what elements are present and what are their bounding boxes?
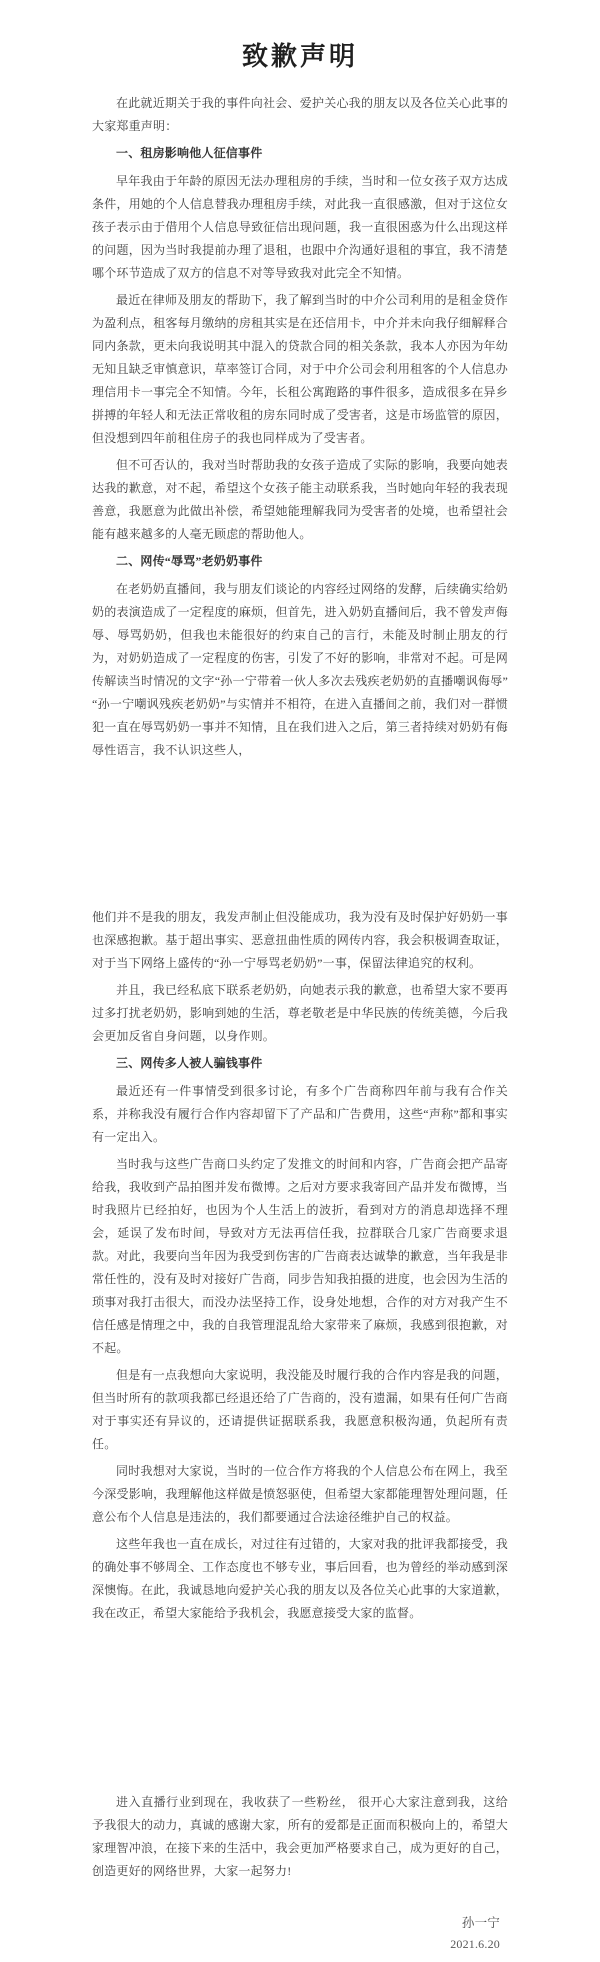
document-title: 致歉声明	[241, 42, 358, 71]
document-body	[92, 92, 508, 1954]
section-1-paragraph-2: 最近在律师及朋友的帮助下，我了解到当时的中介公司利用的是租金贷作为盈利点，租客每月缴纳的房租其实是在还信用卡，中介并未向我仔细解释合同内条款，更未向我说明其中混入的贷款合同的相关条款，我本人亦因为年幼无知且缺乏审慎意识，草率签订合同，对于中介公司会利用租客的个人信息办理信用卡一事完全不知情。今年，长租公寓跑路的事件很多，造成很多在异乡拼搏的年轻人和无法正常收租的房东同时成了受害者，这是市场监管的原因，但没想到四年前租住房子的我也同样成为了受害者。	[92, 293, 508, 445]
signature-name: 孙一宁	[461, 1916, 500, 1930]
signature-date: 2021.6.20	[450, 1937, 500, 1951]
section-1-paragraph-3: 但不可否认的，我对当时帮助我的女孩子造成了实际的影响，我要向她表达我的歉意，对不起，希望这个女孩子能主动联系我，当时她向年轻的我表现善意，我愿意为此做出补偿，希望她能理解我同为受害者的处境，也希望社会能有越来越多的人毫无顾虑的帮助他人。	[92, 458, 508, 541]
section-2-paragraph-1-continued: 他们并不是我的朋友，我发声制止但没能成功，我为没有及时保护好奶奶一事也深感抱歉。基于超出事实、恶意扭曲性质的网传内容，我会积极调查取证，对于当下网络上盛传的“孙一宁辱骂老奶奶”一事，保留法律追究的权利。	[92, 910, 508, 970]
section-3-heading: 三、网传多人被人骗钱事件	[116, 1056, 263, 1070]
signature-block	[92, 1913, 508, 1954]
section-2-heading: 二、网传“辱骂”老奶奶事件	[116, 554, 263, 568]
closing-paragraph: 进入直播行业到现在，我收获了一些粉丝， 很开心大家注意到我，这给予我很大的动力，真诚的感谢大家，所有的爱都是正面而积极向上的，希望大家理智冲浪，在接下来的生活中，我会更加严格要求自己，成为更好的自己，创造更好的网络世界，大家一起努力!	[92, 1795, 508, 1878]
section-3-paragraph-4: 同时我想对大家说，当时的一位合作方将我的个人信息公布在网上，我至今深受影响，我理解他这样做是愤怒驱使，但希望大家都能理智处理问题，任意公布个人信息是违法的，我们都要通过合法途径维护自己的权益。	[92, 1464, 508, 1524]
section-3-paragraph-5: 这些年我也一直在成长，对过往有过错的，大家对我的批评我都接受，我的确处事不够周全、工作态度也不够专业，事后回看，也为曾经的举动感到深深懊悔。在此，我诚恳地向爱护关心我的朋友以及各位关心此事的大家道歉，我在改正，希望大家能给予我机会，我愿意接受大家的监督。	[92, 1537, 508, 1620]
page-break-spacer-2	[92, 1629, 508, 1791]
section-1-heading: 一、租房影响他人征信事件	[116, 146, 263, 160]
section-2-paragraph-1: 在老奶奶直播间，我与朋友们谈论的内容经过网络的发酵，后续确实给奶奶的表演造成了一定程度的麻烦，但首先，进入奶奶直播间后，我不曾发声侮辱、辱骂奶奶，但我也未能很好的约束自己的言行，未能及时制止朋友的行为，对奶奶造成了一定程度的伤害，引发了不好的影响，非常对不起。可是网传解读当时情况的文字“孙一宁带着一伙人多次去残疾老奶奶的直播嘲讽侮辱”“孙一宁嘲讽残疾老奶奶”与实情并不相符，在进入直播间之前，我们对一群惯犯一直在辱骂奶奶一事并不知情，且在我们进入之后，第三者持续对奶奶有侮辱性语言，我不认识这些人，	[92, 582, 508, 757]
page-break-spacer-1	[92, 766, 508, 906]
section-3-paragraph-3: 但是有一点我想向大家说明，我没能及时履行我的合作内容是我的问题，但当时所有的款项我都已经退还给了广告商的，没有遗漏，如果有任何广告商对于事实还有异议的，还请提供证据联系我，我愿意积极沟通，负起所有责任。	[92, 1368, 508, 1451]
section-2-paragraph-2: 并且，我已经私底下联系老奶奶，向她表示我的歉意，也希望大家不要再过多打扰老奶奶，影响到她的生活，尊老敬老是中华民族的传统美德，今后我会更加反省自身问题，以身作则。	[92, 983, 508, 1043]
section-3-paragraph-2: 当时我与这些广告商口头约定了发推文的时间和内容，广告商会把产品寄给我，我收到产品拍图并发布微博。之后对方要求我寄回产品并发布微博，当时我照片已经拍好，也因为个人生活上的波折，看到对方的消息却选择不理会，延误了发布时间，导致对方无法再信任我，拉群联合几家广告商要求退款。对此，我要向当年因为我受到伤害的广告商表达诚挚的歉意，当年我是非常任性的，没有及时对接好广告商，同步告知我拍摄的进度，也会因为生活的琐事对我打击很大，而没办法坚持工作，设身处地想，合作的对方对我产生不信任感是情理之中，我的自我管理混乱给大家带来了麻烦，我感到很抱歉，对不起。	[92, 1157, 508, 1355]
intro-paragraph: 在此就近期关于我的事件向社会、爱护关心我的朋友以及各位关心此事的大家郑重声明：	[92, 96, 508, 133]
apology-statement-page	[0, 42, 600, 1962]
section-3-paragraph-1: 最近还有一件事情受到很多讨论，有多个广告商称四年前与我有合作关系，并称我没有履行合作内容却留下了产品和广告费用，这些“声称”都和事实有一定出入。	[92, 1084, 508, 1144]
section-1-paragraph-1: 早年我由于年龄的原因无法办理租房的手续，当时和一位女孩子双方达成条件，用她的个人信息替我办理租房手续，对此我一直很感激，但对于这位女孩子表示由于借用个人信息导致征信出现问题，我一直很困惑为什么出现这样的问题，因为当时我提前办理了退租，也跟中介沟通好退租的事宜，我不清楚哪个环节造成了双方的信息不对等导致我对此完全不知情。	[92, 174, 508, 280]
